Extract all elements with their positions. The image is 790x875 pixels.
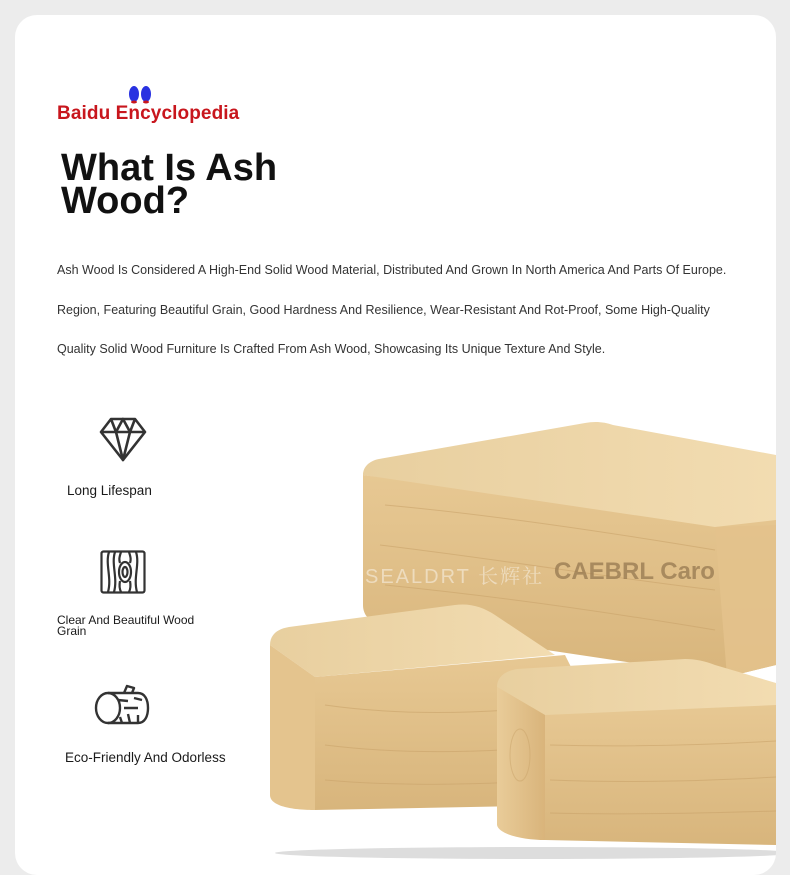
feature-label: Long Lifespan xyxy=(67,483,152,498)
watermark: CAEBRL Caro xyxy=(554,558,715,585)
baidu-paw-icon xyxy=(125,83,155,105)
page-title: What Is Ash Wood? xyxy=(61,147,278,222)
watermark-faint: SEALDRT 长辉社 xyxy=(365,566,545,588)
feature-label: Eco-Friendly And Odorless xyxy=(65,750,226,765)
description-line: Ash Wood Is Considered A High-End Solid Wood Material, Distributed And Grown In North America And Parts Of Europe. xyxy=(57,263,727,277)
diamond-icon xyxy=(99,416,147,462)
ash-wood-blocks-image xyxy=(245,415,776,860)
brand-name: Baidu Encyclopedia xyxy=(57,103,240,124)
product-card xyxy=(15,15,776,875)
description-line: Quality Solid Wood Furniture Is Crafted From Ash Wood, Showcasing Its Unique Texture And Style. xyxy=(57,342,606,356)
description xyxy=(57,251,767,370)
feature-label: Clear And Beautiful Wood Grain xyxy=(57,613,195,638)
log-icon xyxy=(94,684,150,726)
wood-grain-icon xyxy=(100,550,146,594)
description-line: Region, Featuring Beautiful Grain, Good Hardness And Resilience, Wear-Resistant And Rot-Proof, Some High-Quality xyxy=(57,302,710,317)
